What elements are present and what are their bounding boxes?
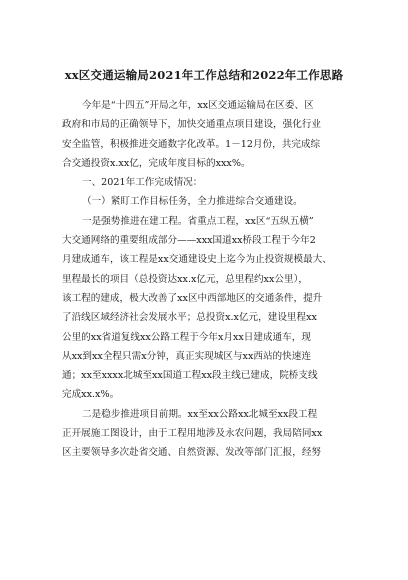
- paragraph-line: 该工程的建成，极大改善了xx区中西部地区的交通条件，提升: [62, 292, 323, 304]
- paragraph-line: 从xx到xx全程只需x分钟，真正实现城区与xx西站的快速连: [62, 350, 311, 362]
- paragraph-line: 里程最长的项目（总投资达xx.x亿元，总里程约xx公里），: [62, 273, 308, 285]
- document-title: xx区交通运输局2021年工作总结和2022年工作思路: [64, 68, 344, 82]
- paragraph-line: 大交通网络的重要组成部分——xxx国道xx桥段工程于今年2: [62, 235, 316, 247]
- paragraph-line: 月建成通车，该工程是xx交通建设史上迄今为止投资规模最大、: [62, 254, 332, 266]
- paragraph-line: 公里的xx省道复线xx公路工程于今年x月xx日建成通车，现: [62, 331, 311, 343]
- paragraph-line: 政府和市局的正确领导下，加快交通重点项目建设，强化行业: [62, 119, 322, 131]
- paragraph-line: 一、2021年工作完成情况：: [82, 177, 203, 189]
- paragraph-line: 合交通投资x.xx亿，完成年度目标的xxx%。: [62, 157, 251, 169]
- paragraph-line: 安全监管，积极推进交通数字化改革。1－12月份，共完成综: [62, 138, 321, 150]
- paragraph-line: 区主要领导多次赴省交通、自然资源、发改等部门汇报，经努: [62, 447, 322, 459]
- paragraph-line: 一是强势推进在建工程。省重点工程，xx区“五纵五横”: [82, 215, 314, 227]
- paragraph-line: 今年是“十四五”开局之年，xx区交通运输局在区委、区: [82, 100, 314, 111]
- paragraph-line: 了沿线区域经济社会发展水平；总投资x.x亿元，建设里程xx: [62, 312, 317, 324]
- paragraph-line: 完成xx.x%。: [62, 389, 120, 401]
- paragraph-line: 二是稳步推进项目前期。xx至xx公路xx北城至xx段工程: [82, 408, 318, 420]
- document-body: [62, 96, 352, 463]
- paragraph-line: 通；xx至xxxx北城至xx国道工程xx段主线已建成，院桥支线: [62, 370, 318, 382]
- paragraph-line: 正开展施工图设计，由于工程用地涉及永农问题，我局陪同xx: [62, 428, 323, 440]
- paragraph-line: （一）紧盯工作目标任务，全力推进综合交通建设。: [82, 196, 303, 208]
